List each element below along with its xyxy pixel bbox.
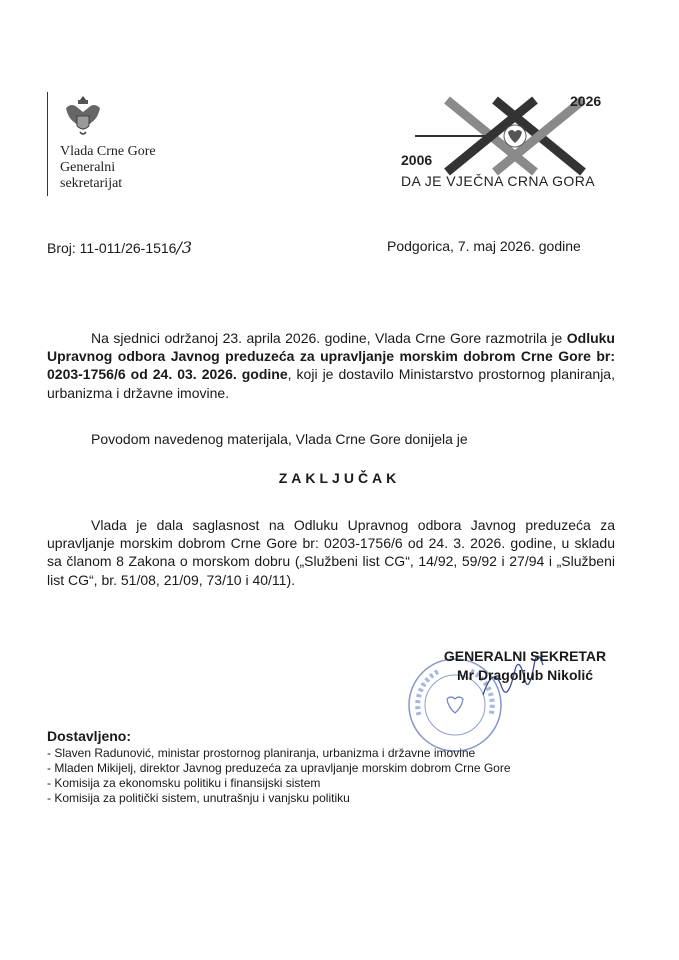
- paragraph-3: [47, 516, 615, 589]
- distribution-list: [47, 746, 511, 806]
- org-line-2: Generalni: [60, 160, 116, 175]
- paragraph-1-start: Na sjednici održanoj 23. aprila 2026. godine, Vlada Crne Gore razmotrila je: [91, 330, 567, 346]
- list-item: - Komisija za politički sistem, unutrašnju i vanjsku politiku: [47, 791, 350, 805]
- paragraph-1: [47, 329, 615, 402]
- paragraph-3-text: Vlada je dala saglasnost na Odluku Upravnog odbora Javnog preduzeća za upravljanje morskim dobrom Crne Gore br: 0203-1756/6 od 24. 3. 2026. godine, u skladu sa članom 8 Zakona o morskom dobru („Službeni list CG“, 14/92, 59/92 i 27/94 i „Službeni list CG“, br. 51/08, 21/09, 73/10 i 40/11).: [47, 517, 615, 588]
- logo-year-right: 2026: [570, 93, 602, 109]
- signer-role: GENERALNI SEKRETAR: [443, 648, 607, 664]
- document-number: [47, 238, 192, 257]
- logo-year-left: 2006: [401, 152, 433, 168]
- header-divider: [47, 92, 48, 196]
- coat-of-arms-icon: [60, 92, 106, 140]
- document-date: Podgorica, 7. maj 2026. godine: [387, 238, 581, 254]
- signer-name: Mr Dragoljub Nikolić: [456, 667, 594, 683]
- paragraph-1-end: , koji je dostavilo Ministarstvo prostornog planiranja, urbanizma i državne imovine.: [47, 366, 615, 401]
- logo-motto: DA JE VJEČNA CRNA GORA: [401, 173, 595, 189]
- list-item: - Slaven Radunović, ministar prostornog planiranja, urbanizma i državne imovine: [47, 746, 476, 760]
- paragraph-1-bold: Odluku Upravnog odbora Javnog preduzeća za upravljanje morskim dobrom Crne Gore br: 0203-1756/6 od 24. 03. 2026. godine: [47, 330, 615, 383]
- org-line-1: Vlada Crne Gore: [60, 144, 156, 159]
- signer-block: [420, 647, 630, 685]
- org-line-3: sekretarijat: [60, 176, 123, 191]
- conclusion-title: ZAKLJUČAK: [278, 470, 401, 486]
- paragraph-2: Povodom navedenog materijala, Vlada Crne Gore donijela je: [91, 431, 468, 447]
- distribution-title: Dostavljeno:: [47, 728, 132, 744]
- organization-name: [60, 144, 156, 192]
- document-number-label: Broj: 11-011/26-1516: [47, 240, 177, 256]
- document-number-handwritten: /3: [176, 238, 193, 257]
- list-item: - Mladen Mikijelj, direktor Javnog preduzeća za upravljanje morskim dobrom Crne Gore: [47, 761, 511, 775]
- list-item: - Komisija za ekonomsku politiku i finansijski sistem: [47, 776, 321, 790]
